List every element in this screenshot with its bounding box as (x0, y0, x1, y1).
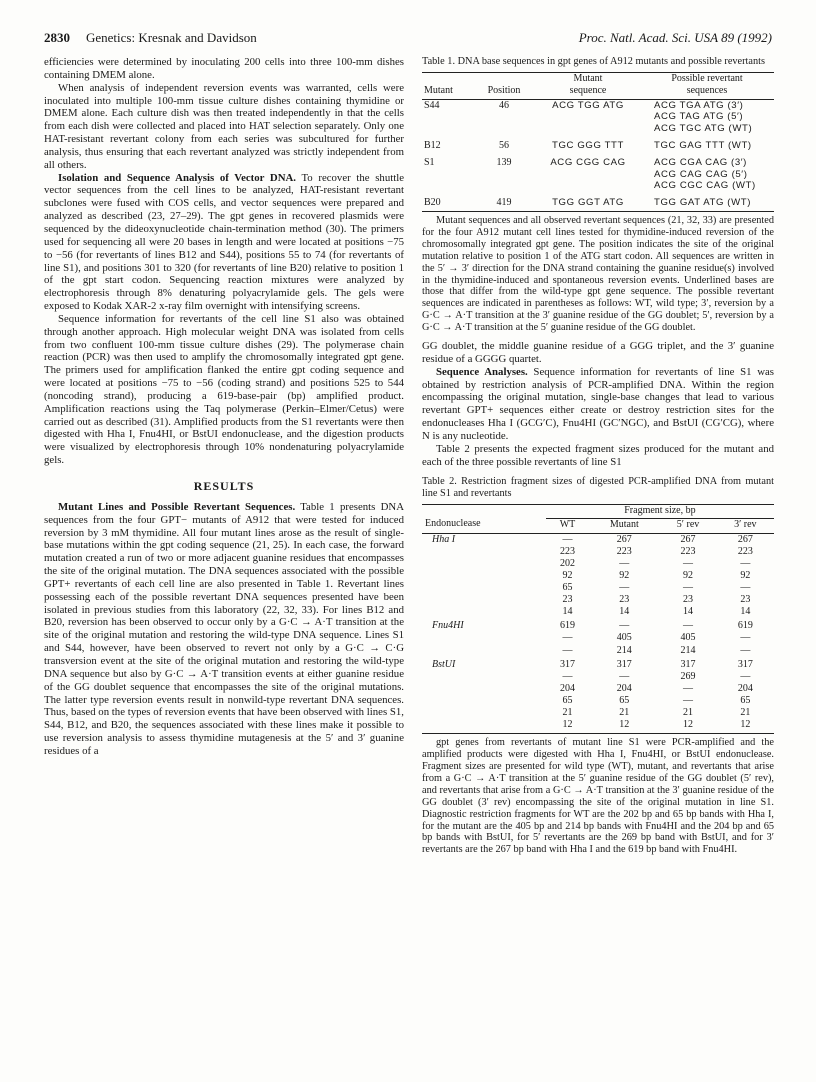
t2-cell-endonuclease (422, 582, 546, 594)
t1-header: sequence (536, 85, 640, 99)
t2-cell-endonuclease (422, 683, 546, 695)
t2-cell-endonuclease: BstUI (432, 658, 456, 670)
t2-cell-fragment: — (562, 644, 573, 656)
t2-cell-fragment: 202 (560, 557, 576, 569)
t2-cell-fragment: — (740, 670, 751, 682)
t2-cell-fragment: 21 (562, 706, 573, 718)
t2-cell-fragment: 214 (616, 644, 632, 656)
t1-cell-sequence: ACG CGG CAG (550, 156, 626, 168)
t2-cell-fragment: 21 (619, 706, 630, 718)
t1-cell-position: 419 (472, 192, 536, 211)
t2-cell-endonuclease (422, 594, 546, 606)
t2-cell-fragment: 92 (740, 569, 751, 581)
table-row (422, 152, 774, 169)
table-row (422, 192, 774, 211)
t2-cell-fragment: — (683, 557, 694, 569)
table-row (422, 533, 774, 546)
table-row (422, 99, 774, 111)
paragraph: efficiencies were determined by inoculating 200 cells into three 100-mm dishes containing DMEM alone. (44, 56, 404, 81)
t2-cell-fragment: 14 (619, 606, 630, 618)
t2-cell-fragment: 405 (616, 632, 632, 644)
t1-cell-revertant: ACG TGA ATG (3′) (654, 99, 744, 111)
table2-caption: Table 2. Restriction fragment sizes of digested PCR-amplified DNA from mutant line S1 and revertants (422, 476, 774, 500)
t1-cell-sequence: ACG TGG ATG (552, 99, 624, 111)
t2-cell-fragment: — (619, 557, 630, 569)
t2-header: 3′ rev (717, 518, 774, 533)
journal-citation: Proc. Natl. Acad. Sci. USA 89 (1992) (578, 30, 772, 45)
table-row (422, 618, 774, 632)
t2-cell-fragment: — (562, 670, 573, 682)
t1-cell-mutant: S1 (424, 156, 435, 168)
t2-cell-fragment: 619 (560, 620, 576, 632)
t2-cell-fragment: — (683, 694, 694, 706)
table1-caption: Table 1. DNA base sequences in gpt genes of A912 mutants and possible revertants (422, 56, 766, 67)
table-row (422, 582, 774, 594)
section-heading: Sequence Analyses. (436, 365, 528, 378)
table1-footnote: Mutant sequences and all observed revertant sequences (21, 32, 33) are presented for the four A912 mutant cell lines tested for thymidine-induced reversion of the chromosomally integrated gpt gene. The position indicates the site of the original mutation relative to position 1 of the ATG start codon. All sequences are written in the 5′ → 3′ direction for the DNA strand containing the guanine residue(s) involved in the thymidine-induced and spontaneous reversion events. Underlined bases are those that differ from the wild-type gpt gene sequence. The possible revertant sequences are indicated in parentheses as follows: WT, wild type; 3′, reversion by a G·C → A·T transition at the 3′ guanine residue of the GG doublet; 5′, reversion by a G·C → A·T transition at the 5′ guanine residue of the GG doublet. (422, 214, 774, 334)
t2-cell-endonuclease (422, 695, 546, 707)
t2-cell-fragment: 23 (683, 594, 694, 606)
t2-cell-fragment: 204 (560, 682, 576, 694)
t2-cell-fragment: 14 (740, 606, 751, 618)
t2-cell-fragment: 21 (683, 706, 694, 718)
table-row (422, 632, 774, 644)
t2-header: Endonuclease (422, 518, 546, 533)
t2-cell-endonuclease (422, 558, 546, 570)
table-row (422, 683, 774, 695)
t1-header: sequences (640, 85, 774, 99)
t2-cell-fragment: — (683, 682, 694, 694)
t2-cell-fragment: 92 (683, 569, 694, 581)
t1-cell-revertant: ACG CAG CAG (5′) (654, 168, 748, 180)
t1-cell-position: 139 (496, 156, 512, 168)
t2-cell-fragment: — (740, 632, 751, 644)
table-row (422, 169, 774, 181)
table-row (422, 558, 774, 570)
t2-cell-fragment: 269 (680, 670, 696, 682)
t2-cell-fragment: 619 (737, 620, 753, 632)
t1-cell-revertant: ACG TAG ATG (5′) (654, 111, 744, 123)
t2-cell-fragment: 92 (619, 569, 630, 581)
table-row (422, 570, 774, 582)
t2-cell-fragment: 14 (683, 606, 694, 618)
t2-cell-fragment: 317 (680, 658, 696, 670)
t2-cell-fragment: 317 (560, 658, 576, 670)
t2-cell-endonuclease (422, 632, 546, 644)
table-row (422, 546, 774, 558)
t2-cell-fragment: — (740, 644, 751, 656)
t1-cell-sequence: TGC GGG TTT (552, 139, 624, 151)
t2-cell-fragment: 65 (562, 694, 573, 706)
t2-cell-fragment: — (619, 670, 630, 682)
t1-cell-revertant: TGG GAT ATG (WT) (640, 192, 774, 211)
t2-header: Mutant (589, 518, 659, 533)
t2-cell-endonuclease: Fnu4HI (432, 620, 464, 632)
t1-cell-revertant: ACG CGA CAG (3′) (654, 156, 747, 168)
t2-cell-fragment: — (562, 533, 573, 545)
t2-cell-endonuclease: Hha I (432, 533, 456, 545)
t1-cell-revertant: ACG CGC CAG (WT) (654, 180, 756, 192)
table-row (422, 606, 774, 618)
t2-cell-fragment: 92 (562, 569, 573, 581)
t2-cell-fragment: 204 (616, 682, 632, 694)
table-row (422, 180, 774, 192)
t2-cell-fragment: — (683, 582, 694, 594)
t1-col-mutant-sequence: Mutant (536, 73, 640, 85)
t2-span-header: Fragment size, bp (546, 505, 774, 518)
t2-cell-endonuclease (422, 707, 546, 719)
paragraph: Mutant Lines and Possible Revertant Sequences. Table 1 presents DNA sequences from the four GPT− mutants of A912 that were tested for induced reversion by 3 mM thymidine. All four mutant lines arose as the result of single-base mutations within the gpt coding sequence (21, 25). In each case, the forward mutation created a run of two or more adjacent guanine residues that encompasses the site of the original mutation. The DNA sequences associated with the possible GPT+ revertants of each cell line are also presented in Table 1. Revertant lines possessing each of the possible revertant DNA sequences presented have been isolated in previous studies from this laboratory (22, 32, 33). For lines B12 and B20, reversion has been observed to occur only by a G·C → A·T transition at the site of the original mutation and restoring the wild-type DNA sequence. Lines S1 and S44, however, have been observed to revert not only by a G·C → C·G transversion event at the site of the original mutation and restoring the wild-type DNA sequence but also by G·C → A·T transition events at either guanine residue of the GG doublet sequence that encompasses the site of the original mutations. The latter type reversion events result in nonwild-type revertant DNA sequences. Thus, based on the types of reversion events that have been observed with lines S1, S44, B12, and B20, the sequences associated with these lines make it possible to use reversion analysis to assess thymidine mutagenesis at the 5′ and 3′ guanine residues of a (44, 500, 404, 757)
results-heading: RESULTS (193, 479, 255, 493)
table-row (422, 645, 774, 657)
table-row (422, 695, 774, 707)
t2-cell-fragment: 65 (562, 582, 573, 594)
t2-header: 5′ rev (659, 518, 716, 533)
t2-corner (422, 505, 546, 518)
t2-cell-fragment: — (740, 582, 751, 594)
t2-cell-endonuclease (422, 606, 546, 618)
page-header (44, 30, 772, 50)
table1 (422, 72, 774, 212)
table-row (422, 123, 774, 135)
t1-header: Mutant (422, 85, 472, 99)
table2-footnote: gpt genes from revertants of mutant line S1 were PCR-amplified and the amplified products were digested with Hha I, Fnu4HI, or BstUI endonuclease. Fragment sizes are presented for wild type (WT), mutant, and revertants that arise from a G·C → A·T transition at the 5′ guanine residue of the GG doublet (5′ rev), and revertants that arise from a G·C → A·T transition at the 3′ guanine residue of the GG doublet (3′ rev) encompassing the site of the original mutation in line S1. Diagnostic restriction fragments for WT are the 202 bp and 65 bp bands with Hha I, for the mutant are the 405 bp and 214 bp bands with Fnu4HI and the 204 bp and 65 bp bands with BstUI, for 5′ revertants are the 269 bp band with BstUI, and for 3′ revertants are the 267 bp band with Hha I and the 619 bp band with Fnu4HI. (422, 737, 774, 856)
paragraph: Table 2 presents the expected fragment sizes produced for the mutant and each of the three possible revertants of line S1 (422, 442, 774, 468)
t1-cell-mutant: B12 (424, 139, 441, 151)
t2-cell-fragment: 204 (737, 682, 753, 694)
t2-cell-fragment: 317 (737, 658, 753, 670)
t1-cell-revertant: TGC GAG TTT (WT) (654, 139, 752, 151)
t2-cell-fragment: 267 (737, 533, 753, 545)
table-row (422, 657, 774, 671)
t2-cell-fragment: 223 (616, 545, 632, 557)
paragraph: GG doublet, the middle guanine residue of a GGG triplet, and the 3′ guanine residue of a GGGG quartet. (422, 340, 774, 365)
t2-cell-fragment: — (619, 620, 630, 632)
t1-cell-mutant: S44 (424, 99, 440, 111)
t2-cell-fragment: 12 (659, 719, 716, 734)
t2-cell-endonuclease (422, 546, 546, 558)
t1-col-position (472, 73, 536, 85)
paragraph: Sequence Analyses. Sequence information for revertants of line S1 was obtained by restriction analysis of PCR-amplified DNA. Within the region encompassing the original mutation, single-base changes that lead to various revertant GPT+ sequences either create or destroy restriction sites for the endonucleases Hha I (GCG′C), Fnu4HI (GC′NGC), and BstUI (CG′CG), where N is any nucleotide. (422, 365, 774, 442)
t2-cell-fragment: 65 (740, 694, 751, 706)
table-row (422, 594, 774, 606)
t1-cell-revertant: ACG TGC ATG (WT) (654, 123, 753, 135)
section-heading: Isolation and Sequence Analysis of Vector DNA. (58, 171, 296, 184)
t2-cell-fragment: 317 (616, 658, 632, 670)
t2-cell-fragment: — (562, 632, 573, 644)
left-column (44, 56, 404, 758)
t1-cell-sequence: TGG GGT ATG (536, 192, 640, 211)
t2-cell-fragment: — (683, 620, 694, 632)
t1-cell-position: 56 (499, 139, 509, 151)
t2-cell-endonuclease (422, 671, 546, 683)
t1-cell-position: 46 (499, 99, 509, 111)
table-row (422, 671, 774, 683)
t2-cell-fragment: — (740, 557, 751, 569)
t2-cell-fragment: 223 (737, 545, 753, 557)
t2-cell-fragment: 267 (680, 533, 696, 545)
running-authors: Genetics: Kresnak and Davidson (86, 30, 257, 45)
t2-cell-fragment: 12 (546, 719, 589, 734)
t2-cell-fragment: 223 (680, 545, 696, 557)
table2 (422, 504, 774, 734)
t2-cell-fragment: 12 (589, 719, 659, 734)
t2-cell-fragment: 223 (560, 545, 576, 557)
t1-header: Position (472, 85, 536, 99)
t2-cell-fragment: 267 (616, 533, 632, 545)
paragraph: Isolation and Sequence Analysis of Vector DNA. To recover the shuttle vector sequences from the cell lines to be analyzed, HAT-resistant revertant subclones were fused with COS cells, and vector sequences were prepared and analyzed as described (23, 27–29). The gpt genes in recovered plasmids were sequenced by the dideoxynucleotide chain-termination method (30). The primers used for sequencing all were 20 bases in length and were located at positions −75 to −56 (for revertants of lines B12 and S44), positions 55 to 74 (for revertants of line S1), and positions 301 to 320 (for revertants of line B20) relative to position 1 of the gpt start codon. Sequencing reaction mixtures were analyzed by electrophoresis through 8% denaturing polyacrylamide gels. The gels were exposed to Kodak XAR-2 x-ray film overnight with intensifying screens. (44, 171, 405, 313)
t2-cell-fragment: 405 (680, 632, 696, 644)
t2-cell-fragment: 214 (680, 644, 696, 656)
t1-col-mutant (422, 73, 472, 85)
t2-cell-endonuclease (422, 570, 546, 582)
page-number: 2830 (44, 30, 70, 45)
t2-cell-fragment: 14 (562, 606, 573, 618)
t2-cell-fragment: 12 (717, 719, 774, 734)
t2-cell-fragment: 23 (562, 594, 573, 606)
t2-cell-fragment: 23 (740, 594, 751, 606)
t2-cell-endonuclease (422, 719, 546, 734)
t2-cell-fragment: 23 (619, 594, 630, 606)
t2-cell-endonuclease (422, 645, 546, 657)
t2-cell-fragment: 21 (740, 706, 751, 718)
table-row (422, 719, 774, 734)
t2-cell-fragment: — (619, 582, 630, 594)
paragraph: Sequence information for revertants of the cell line S1 also was obtained through another approach. High molecular weight DNA was isolated from cells from two confluent 100-mm tissue culture dishes (29). The polymerase chain reaction (PCR) was then used to amplify the chromosomally integrated gpt gene. The primers used for amplification flanked the entire gpt coding sequence and were located at positions −75 to −56 (coding strand) and positions 525 to 544 (noncoding strand), producing a 619-base-pair (bp) amplified product. Amplification reactions using the Taq polymerase (Perkin–Elmer/Cetus) were carried out as described (31). Amplified products from the S1 revertants were then digested with Hha I, Fnu4HI, or BstUI endonuclease, and the digestion products were visualized by electrophoresis through 10% nondenaturing polyacrylamide gels. (44, 312, 404, 467)
table-row (422, 135, 774, 152)
t2-header: WT (546, 518, 589, 533)
t2-cell-fragment: 65 (619, 694, 630, 706)
t1-cell-mutant: B20 (422, 192, 472, 211)
section-heading: Mutant Lines and Possible Revertant Sequences. (58, 500, 296, 513)
table-row (422, 707, 774, 719)
t1-col-revertant-sequences: Possible revertant (640, 73, 774, 85)
paragraph: When analysis of independent reversion events was warranted, cells were inoculated into multiple 100-mm tissue culture dishes containing thymidine or DMEM alone. Each culture dish was then treated independently in that the cells from each dish were collected and placed into HAT selection separately. Only one HAT-resistant revertant colony from each series was subcultured for further analysis, thus ensuring that each revertant analyzed was strictly independent from all others. (44, 81, 404, 171)
right-column (422, 56, 774, 856)
table-row (422, 111, 774, 123)
